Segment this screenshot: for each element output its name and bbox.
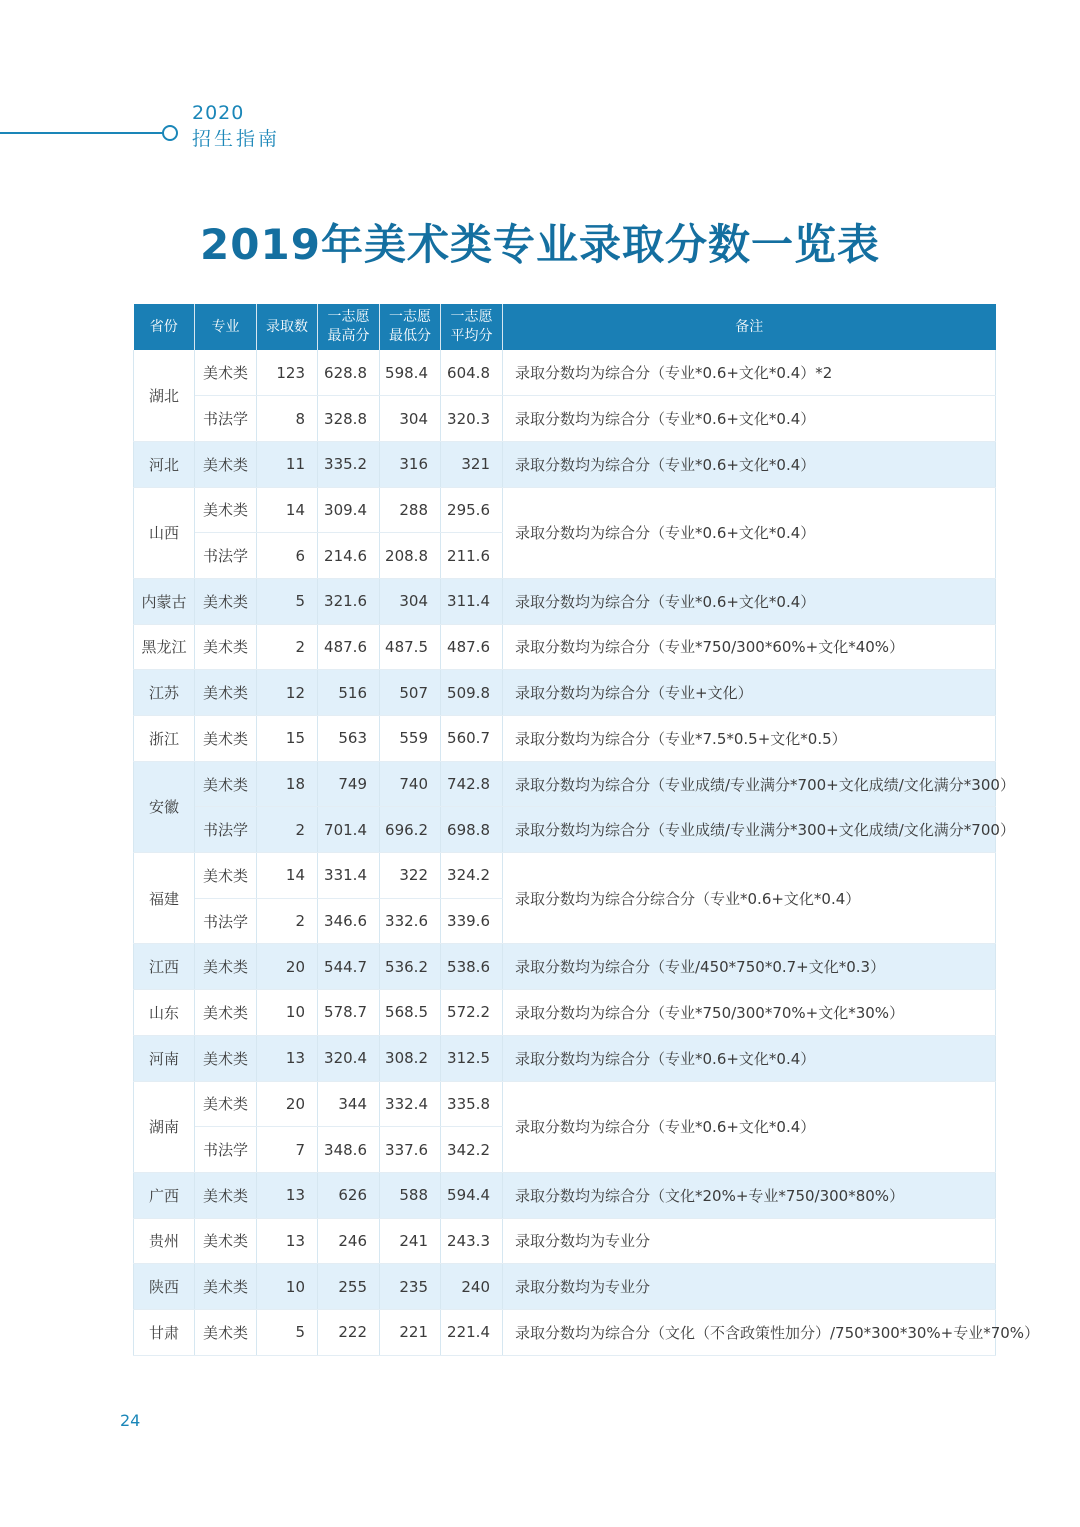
province-cell: 安徽	[134, 761, 195, 852]
major-cell: 美术类	[195, 1309, 257, 1355]
count-cell: 123	[257, 350, 318, 396]
avg-score-cell: 321	[441, 441, 503, 487]
table-row	[134, 578, 996, 624]
table-row	[134, 350, 996, 396]
note-cell: 录取分数均为综合分（专业/450*750*0.7+文化*0.3）	[503, 944, 996, 990]
count-cell: 5	[257, 578, 318, 624]
province-cell: 内蒙古	[134, 578, 195, 624]
major-cell: 美术类	[195, 716, 257, 762]
min-score-cell: 308.2	[380, 1035, 441, 1081]
admission-score-table	[133, 304, 1040, 1356]
province-cell: 河南	[134, 1035, 195, 1081]
avg-score-cell: 594.4	[441, 1172, 503, 1218]
avg-score-cell: 538.6	[441, 944, 503, 990]
header-count: 录取数	[257, 304, 318, 350]
province-cell: 河北	[134, 441, 195, 487]
max-score-cell: 626	[318, 1172, 380, 1218]
table-row	[134, 624, 996, 670]
avg-score-cell: 604.8	[441, 350, 503, 396]
note-cell: 录取分数均为综合分（专业*750/300*70%+文化*30%）	[503, 990, 996, 1036]
note-cell: 录取分数均为综合分（专业*0.6+文化*0.4）	[503, 487, 996, 578]
note-cell: 录取分数均为综合分（专业*0.6+文化*0.4）	[503, 1081, 996, 1172]
min-score-cell: 568.5	[380, 990, 441, 1036]
avg-score-cell: 320.3	[441, 396, 503, 442]
max-score-cell: 331.4	[318, 853, 380, 899]
province-cell: 甘肃	[134, 1309, 195, 1355]
min-score-cell: 536.2	[380, 944, 441, 990]
table-row	[134, 1081, 996, 1127]
min-score-cell: 322	[380, 853, 441, 899]
count-cell: 12	[257, 670, 318, 716]
province-cell: 江苏	[134, 670, 195, 716]
count-cell: 13	[257, 1035, 318, 1081]
page-title: 2019年美术类专业录取分数一览表	[200, 220, 880, 269]
min-score-cell: 559	[380, 716, 441, 762]
province-cell: 山西	[134, 487, 195, 578]
avg-score-cell: 560.7	[441, 716, 503, 762]
count-cell: 2	[257, 898, 318, 944]
province-cell: 黑龙江	[134, 624, 195, 670]
count-cell: 14	[257, 853, 318, 899]
count-cell: 11	[257, 441, 318, 487]
avg-score-cell: 312.5	[441, 1035, 503, 1081]
max-score-cell: 578.7	[318, 990, 380, 1036]
count-cell: 6	[257, 533, 318, 579]
province-cell: 江西	[134, 944, 195, 990]
count-cell: 5	[257, 1309, 318, 1355]
count-cell: 14	[257, 487, 318, 533]
avg-score-cell: 243.3	[441, 1218, 503, 1264]
table-row	[134, 853, 996, 899]
avg-score-cell: 509.8	[441, 670, 503, 716]
max-score-cell: 320.4	[318, 1035, 380, 1081]
header-major: 专业	[195, 304, 257, 350]
count-cell: 8	[257, 396, 318, 442]
table-row	[134, 487, 996, 533]
note-cell: 录取分数均为综合分（专业+文化）	[503, 670, 996, 716]
major-cell: 书法学	[195, 1127, 257, 1173]
max-score-cell: 701.4	[318, 807, 380, 853]
note-cell: 录取分数均为综合分（文化*20%+专业*750/300*80%）	[503, 1172, 996, 1218]
header-circle-icon	[162, 125, 178, 141]
min-score-cell: 304	[380, 396, 441, 442]
min-score-cell: 316	[380, 441, 441, 487]
major-cell: 书法学	[195, 533, 257, 579]
count-cell: 7	[257, 1127, 318, 1173]
table-row	[134, 1218, 996, 1264]
min-score-cell: 332.6	[380, 898, 441, 944]
major-cell: 美术类	[195, 624, 257, 670]
province-cell: 浙江	[134, 716, 195, 762]
max-score-cell: 222	[318, 1309, 380, 1355]
count-cell: 18	[257, 761, 318, 807]
table-row	[134, 990, 996, 1036]
min-score-cell: 304	[380, 578, 441, 624]
major-cell: 美术类	[195, 441, 257, 487]
avg-score-cell: 311.4	[441, 578, 503, 624]
header-subtitle: 招生指南	[192, 128, 281, 150]
avg-score-cell: 221.4	[441, 1309, 503, 1355]
major-cell: 美术类	[195, 1218, 257, 1264]
avg-score-cell: 240	[441, 1264, 503, 1310]
province-cell: 广西	[134, 1172, 195, 1218]
province-cell: 福建	[134, 853, 195, 944]
table-row	[134, 441, 996, 487]
province-cell: 贵州	[134, 1218, 195, 1264]
table-header-row	[134, 304, 996, 350]
note-cell: 录取分数均为综合分（专业*0.6+文化*0.4）	[503, 1035, 996, 1081]
note-cell: 录取分数均为综合分（专业*0.6+文化*0.4）	[503, 396, 996, 442]
major-cell: 美术类	[195, 944, 257, 990]
note-cell: 录取分数均为综合分（专业*0.6+文化*0.4）	[503, 578, 996, 624]
major-cell: 美术类	[195, 1172, 257, 1218]
note-cell: 录取分数均为综合分（专业*750/300*60%+文化*40%）	[503, 624, 996, 670]
header-note: 备注	[503, 304, 996, 350]
avg-score-cell: 698.8	[441, 807, 503, 853]
min-score-cell: 507	[380, 670, 441, 716]
count-cell: 15	[257, 716, 318, 762]
header-min-score: 一志愿 最低分	[380, 304, 441, 350]
table-row	[134, 1264, 996, 1310]
note-cell: 录取分数均为综合分综合分（专业*0.6+文化*0.4）	[503, 853, 996, 944]
avg-score-cell: 324.2	[441, 853, 503, 899]
major-cell: 美术类	[195, 350, 257, 396]
major-cell: 美术类	[195, 853, 257, 899]
major-cell: 美术类	[195, 1035, 257, 1081]
note-cell: 录取分数均为综合分（专业成绩/专业满分*700+文化成绩/文化满分*300）	[503, 761, 996, 807]
table-row	[134, 761, 996, 807]
max-score-cell: 255	[318, 1264, 380, 1310]
max-score-cell: 246	[318, 1218, 380, 1264]
table-row	[134, 1035, 996, 1081]
max-score-cell: 749	[318, 761, 380, 807]
major-cell: 美术类	[195, 1264, 257, 1310]
table-row	[134, 944, 996, 990]
table-row	[134, 716, 996, 762]
max-score-cell: 628.8	[318, 350, 380, 396]
count-cell: 13	[257, 1218, 318, 1264]
min-score-cell: 337.6	[380, 1127, 441, 1173]
major-cell: 美术类	[195, 990, 257, 1036]
province-cell: 山东	[134, 990, 195, 1036]
min-score-cell: 598.4	[380, 350, 441, 396]
count-cell: 10	[257, 990, 318, 1036]
table-row	[134, 670, 996, 716]
avg-score-cell: 335.8	[441, 1081, 503, 1127]
count-cell: 2	[257, 624, 318, 670]
table-body	[134, 350, 1040, 1355]
max-score-cell: 563	[318, 716, 380, 762]
min-score-cell: 588	[380, 1172, 441, 1218]
province-cell: 湖南	[134, 1081, 195, 1172]
max-score-cell: 321.6	[318, 578, 380, 624]
max-score-cell: 516	[318, 670, 380, 716]
max-score-cell: 335.2	[318, 441, 380, 487]
avg-score-cell: 487.6	[441, 624, 503, 670]
major-cell: 美术类	[195, 670, 257, 716]
count-cell: 13	[257, 1172, 318, 1218]
count-cell: 10	[257, 1264, 318, 1310]
min-score-cell: 740	[380, 761, 441, 807]
avg-score-cell: 211.6	[441, 533, 503, 579]
province-cell: 陕西	[134, 1264, 195, 1310]
header-line	[0, 132, 164, 134]
min-score-cell: 208.8	[380, 533, 441, 579]
note-cell: 录取分数均为综合分（专业*0.6+文化*0.4）*2	[503, 350, 996, 396]
header-province: 省份	[134, 304, 195, 350]
note-cell: 录取分数均为综合分（专业*7.5*0.5+文化*0.5）	[503, 716, 996, 762]
min-score-cell: 487.5	[380, 624, 441, 670]
min-score-cell: 241	[380, 1218, 441, 1264]
max-score-cell: 328.8	[318, 396, 380, 442]
min-score-cell: 288	[380, 487, 441, 533]
province-cell: 湖北	[134, 350, 195, 441]
table-row	[134, 1309, 996, 1355]
avg-score-cell: 742.8	[441, 761, 503, 807]
header-max-score: 一志愿 最高分	[318, 304, 380, 350]
avg-score-cell: 342.2	[441, 1127, 503, 1173]
max-score-cell: 487.6	[318, 624, 380, 670]
major-cell: 美术类	[195, 487, 257, 533]
max-score-cell: 309.4	[318, 487, 380, 533]
avg-score-cell: 572.2	[441, 990, 503, 1036]
major-cell: 书法学	[195, 898, 257, 944]
table-row	[134, 1172, 996, 1218]
major-cell: 书法学	[195, 396, 257, 442]
major-cell: 美术类	[195, 761, 257, 807]
count-cell: 20	[257, 1081, 318, 1127]
avg-score-cell: 295.6	[441, 487, 503, 533]
count-cell: 20	[257, 944, 318, 990]
major-cell: 美术类	[195, 1081, 257, 1127]
max-score-cell: 214.6	[318, 533, 380, 579]
max-score-cell: 544.7	[318, 944, 380, 990]
min-score-cell: 235	[380, 1264, 441, 1310]
min-score-cell: 221	[380, 1309, 441, 1355]
note-cell: 录取分数均为综合分（专业*0.6+文化*0.4）	[503, 441, 996, 487]
note-cell: 录取分数均为综合分（专业成绩/专业满分*300+文化成绩/文化满分*700）	[503, 807, 996, 853]
header-avg-score: 一志愿 平均分	[441, 304, 503, 350]
max-score-cell: 344	[318, 1081, 380, 1127]
note-cell: 录取分数均为综合分（文化（不含政策性加分）/750*300*30%+专业*70%）	[503, 1309, 996, 1355]
table-row	[134, 807, 996, 853]
max-score-cell: 346.6	[318, 898, 380, 944]
count-cell: 2	[257, 807, 318, 853]
note-cell: 录取分数均为专业分	[503, 1218, 996, 1264]
note-cell: 录取分数均为专业分	[503, 1264, 996, 1310]
min-score-cell: 696.2	[380, 807, 441, 853]
major-cell: 书法学	[195, 807, 257, 853]
table-row	[134, 396, 996, 442]
max-score-cell: 348.6	[318, 1127, 380, 1173]
min-score-cell: 332.4	[380, 1081, 441, 1127]
avg-score-cell: 339.6	[441, 898, 503, 944]
major-cell: 美术类	[195, 578, 257, 624]
header-year: 2020	[192, 102, 245, 124]
page-number: 24	[120, 1411, 141, 1430]
